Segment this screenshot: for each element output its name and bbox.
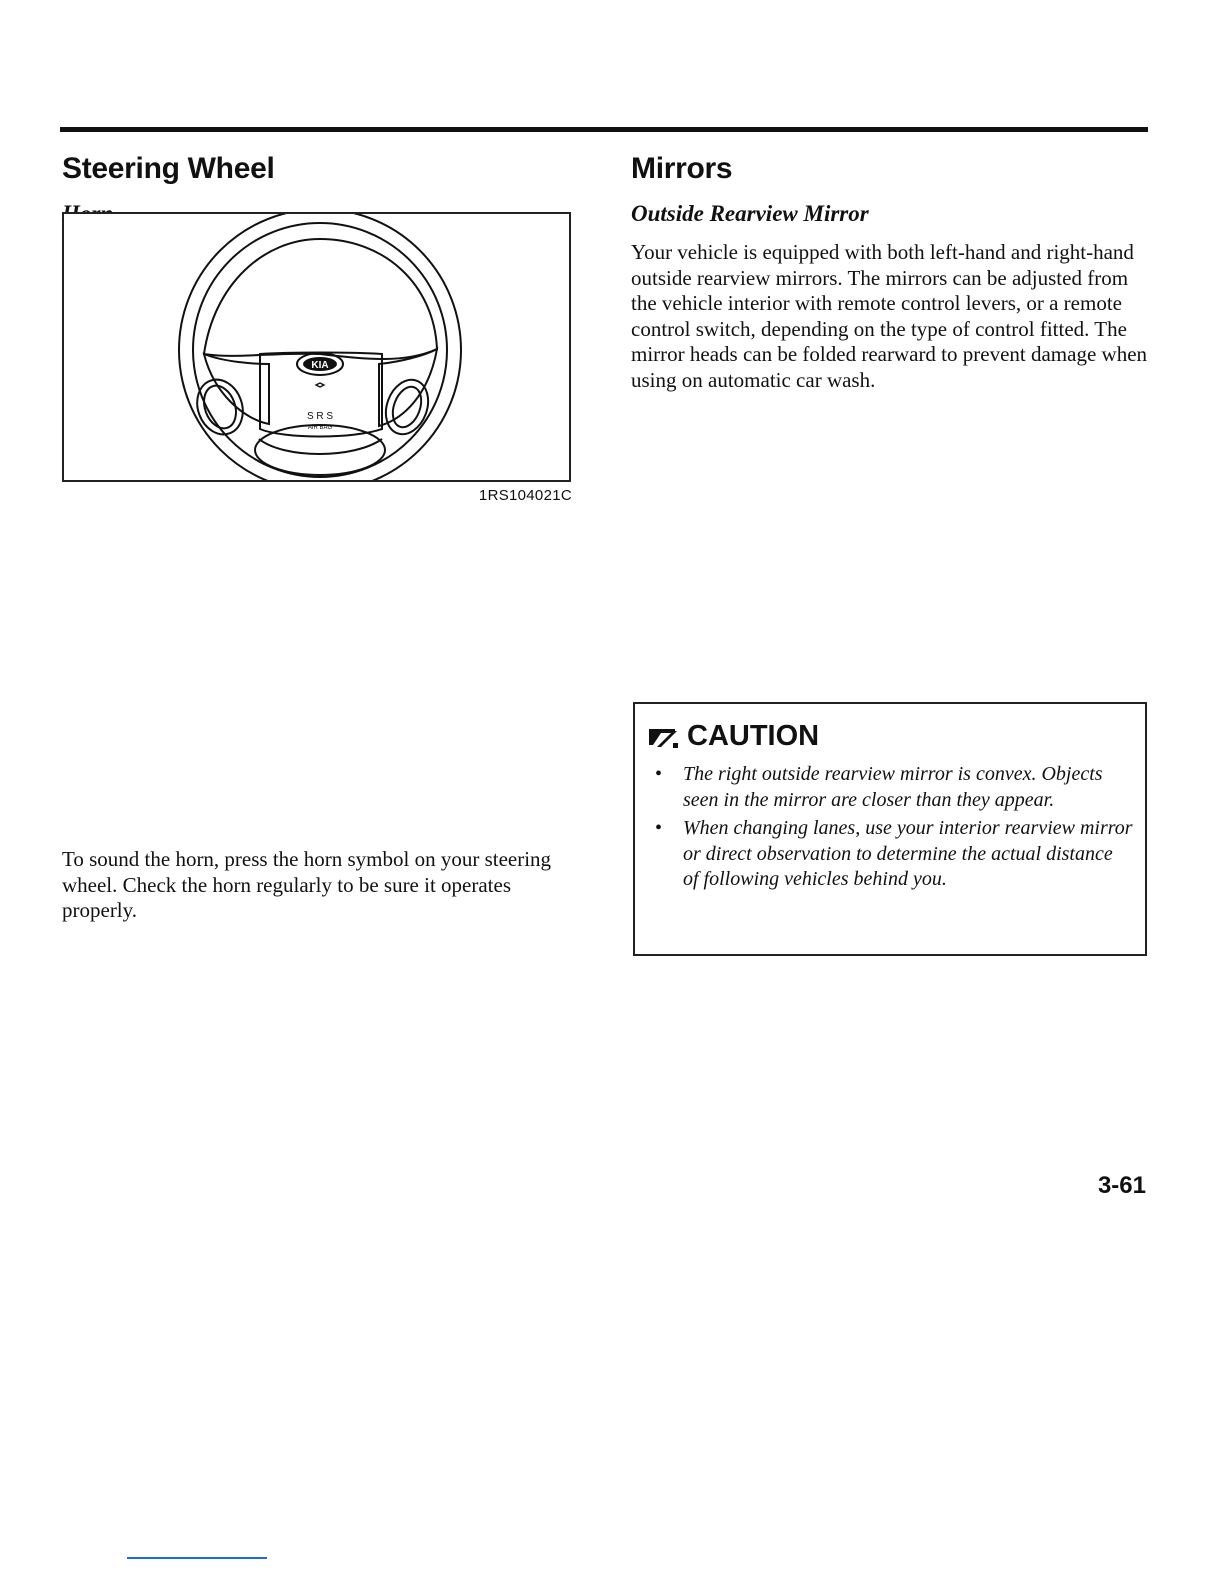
caution-item: • When changing lanes, use your interior rearview mirror or direct observation to determine the actual distance of following vehicles behind you. [653,816,1133,893]
caution-item: • The right outside rearview mirror is convex. Objects seen in the mirror are closer than they appear. [653,762,1133,813]
page-number: 3-61 [1097,1172,1146,1199]
mirror-body-text: Your vehicle is equipped with both left-hand and right-hand outside rearview mirrors. The mirrors can be adjusted from the vehicle interior with remote control levers, or a remote control switch, depending on the type of control fitted. The mirror heads can be folded rearward to prevent damage when using on automatic car wash. [631,240,1148,392]
steering-wheel-figure [62,212,571,482]
hub-upper [204,239,437,359]
kia-logo-text: KIA [311,360,329,371]
srs-label: S R S [306,411,334,422]
caution-list [653,762,1133,896]
subtitle-outside-rearview-mirror: Outside Rearview Mirror [631,201,869,226]
airbag-label: AIR BAG [307,425,333,431]
left-column [62,150,574,504]
horn-body-text: To sound the horn, press the horn symbol on your steering wheel. Check the horn regularly to be sure it operates properly. [62,847,552,922]
section-title-mirrors: Mirrors [631,152,733,185]
steering-wheel-illustration [64,214,569,480]
figure-code: 1RS104021C [478,487,572,504]
lower-opening [255,425,385,475]
caution-box [633,702,1147,956]
wheel-inner-rim [193,223,447,477]
caution-slash-icon [647,725,681,749]
right-column [631,150,1148,890]
header-rule [60,127,1148,132]
section-title-steering-wheel: Steering Wheel [62,152,275,185]
caution-heading-text: CAUTION [687,720,820,752]
caution-heading [647,720,819,753]
horn-symbol-icon [316,383,324,387]
left-button [190,373,250,441]
wheel-outer-rim [179,214,461,480]
bottom-link-line [127,1557,267,1559]
